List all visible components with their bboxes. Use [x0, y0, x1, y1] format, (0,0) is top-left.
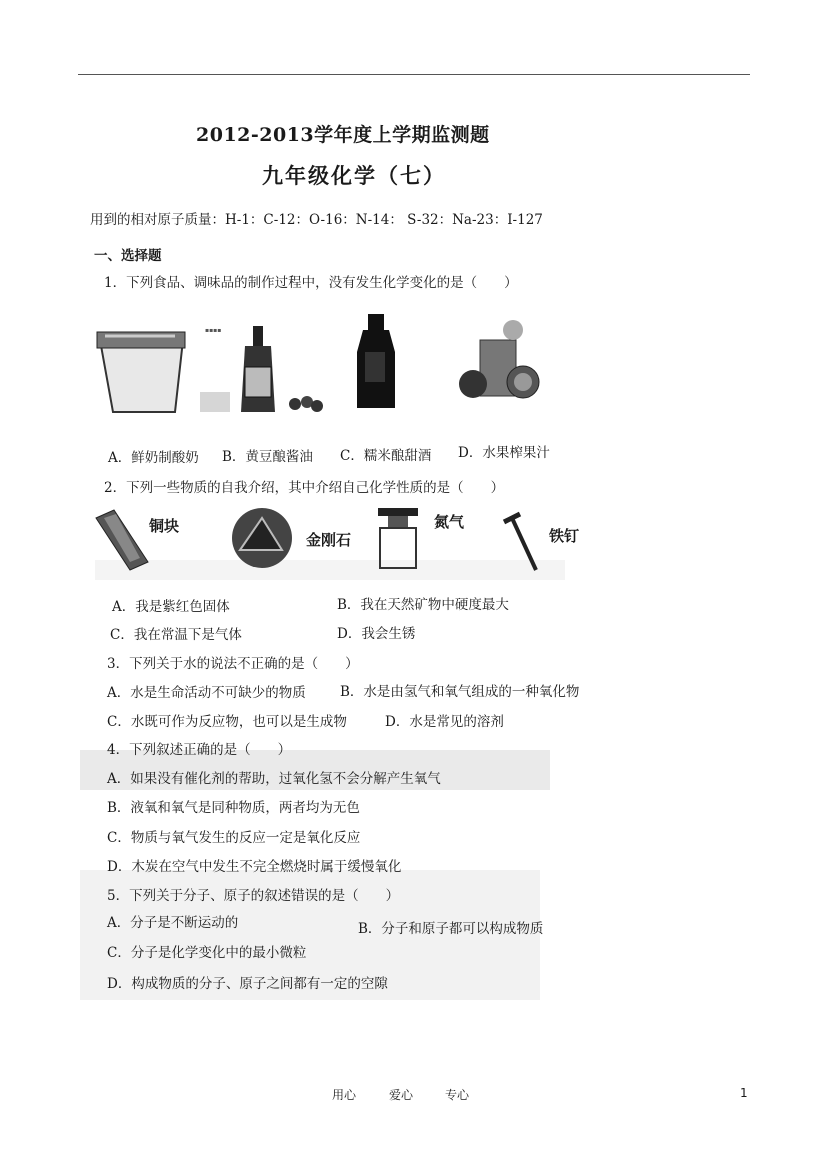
page-subtitle: 九年级化学（七） — [262, 163, 446, 188]
header-rule — [78, 74, 750, 75]
section-heading: 一、选择题 — [94, 248, 162, 264]
q2-option-b: B．我在天然矿物中硬度最大 — [337, 597, 509, 613]
q5-option-c: C．分子是化学变化中的最小微粒 — [107, 945, 307, 961]
footer-motto-3: 专心 — [445, 1088, 470, 1102]
q5-option-a: A．分子是不断运动的 — [107, 915, 239, 931]
label-diamond: 金刚石 — [306, 531, 352, 549]
q4-option-c: C．物质与氧气发生的反应一定是氧化反应 — [107, 830, 361, 846]
q3-option-b: B．水是由氢气和氧气组成的一种氧化物 — [340, 684, 580, 700]
nitrogen-bottle-image — [378, 508, 418, 568]
q2-option-a: A．我是紫红色固体 — [112, 599, 230, 615]
q3-option-c: C．水既可作为反应物，也可以是生成物 — [107, 714, 347, 730]
q2-option-c: C．我在常温下是气体 — [110, 627, 242, 643]
label-copper: 铜块 — [149, 517, 180, 535]
q5-option-d: D．构成物质的分子、原子之间都有一定的空隙 — [107, 976, 388, 992]
question-4-stem: 4．下列叙述正确的是（ ） — [107, 742, 292, 758]
q4-option-d: D．木炭在空气中发生不完全燃烧时属于缓慢氧化 — [107, 859, 402, 875]
question-5-stem: 5．下列关于分子、原子的叙述错误的是（ ） — [107, 888, 400, 904]
q4-option-a: A．如果没有催化剂的帮助，过氧化氢不会分解产生氧气 — [107, 771, 441, 787]
question-3-stem: 3．下列关于水的说法不正确的是（ ） — [107, 656, 359, 672]
q3-option-d: D．水是常见的溶剂 — [385, 714, 504, 730]
svg-text:▪▪▪▪: ▪▪▪▪ — [205, 327, 222, 334]
yogurt-cup-image — [97, 332, 185, 412]
atomic-masses: 用到的相对原子质量：H-1：C-12：O-16：N-14： S-32：Na-23：I-127 — [90, 212, 543, 228]
page-number: 1 — [740, 1086, 748, 1100]
q2-option-d: D．我会生锈 — [337, 626, 416, 642]
q5-option-b: B．分子和原子都可以构成物质 — [358, 921, 544, 937]
q4-option-b: B．液氧和氧气是同种物质，两者均为无色 — [107, 800, 360, 816]
rice-wine-bottle-image — [357, 314, 395, 408]
label-nitrogen: 氮气 — [434, 513, 465, 531]
fruit-juice-image — [459, 320, 539, 398]
page-title: 2012-2013学年度上学期监测题 — [196, 124, 490, 146]
label-iron-nail: 铁钉 — [549, 527, 580, 545]
q1-option-b: B．黄豆酿酱油 — [222, 449, 313, 465]
footer-motto-1: 用心 — [332, 1088, 357, 1102]
copper-block-image — [96, 510, 148, 570]
diamond-image — [232, 508, 292, 568]
iron-nail-image — [504, 514, 536, 570]
footer-motto-2: 爱心 — [389, 1088, 414, 1102]
q3-option-a: A．水是生命活动不可缺少的物质 — [107, 685, 306, 701]
soy-sauce-bottle-image — [200, 326, 323, 412]
q1-option-d: D．水果榨果汁 — [458, 445, 550, 461]
question-1-stem: 1．下列食品、调味品的制作过程中，没有发生化学变化的是（ ） — [104, 275, 518, 291]
question-1-images — [95, 312, 555, 422]
q1-option-a: A．鲜奶制酸奶 — [108, 450, 199, 466]
question-2-stem: 2．下列一些物质的自我介绍，其中介绍自己化学性质的是（ ） — [104, 480, 505, 496]
q1-option-c: C．糯米酿甜酒 — [340, 448, 432, 464]
